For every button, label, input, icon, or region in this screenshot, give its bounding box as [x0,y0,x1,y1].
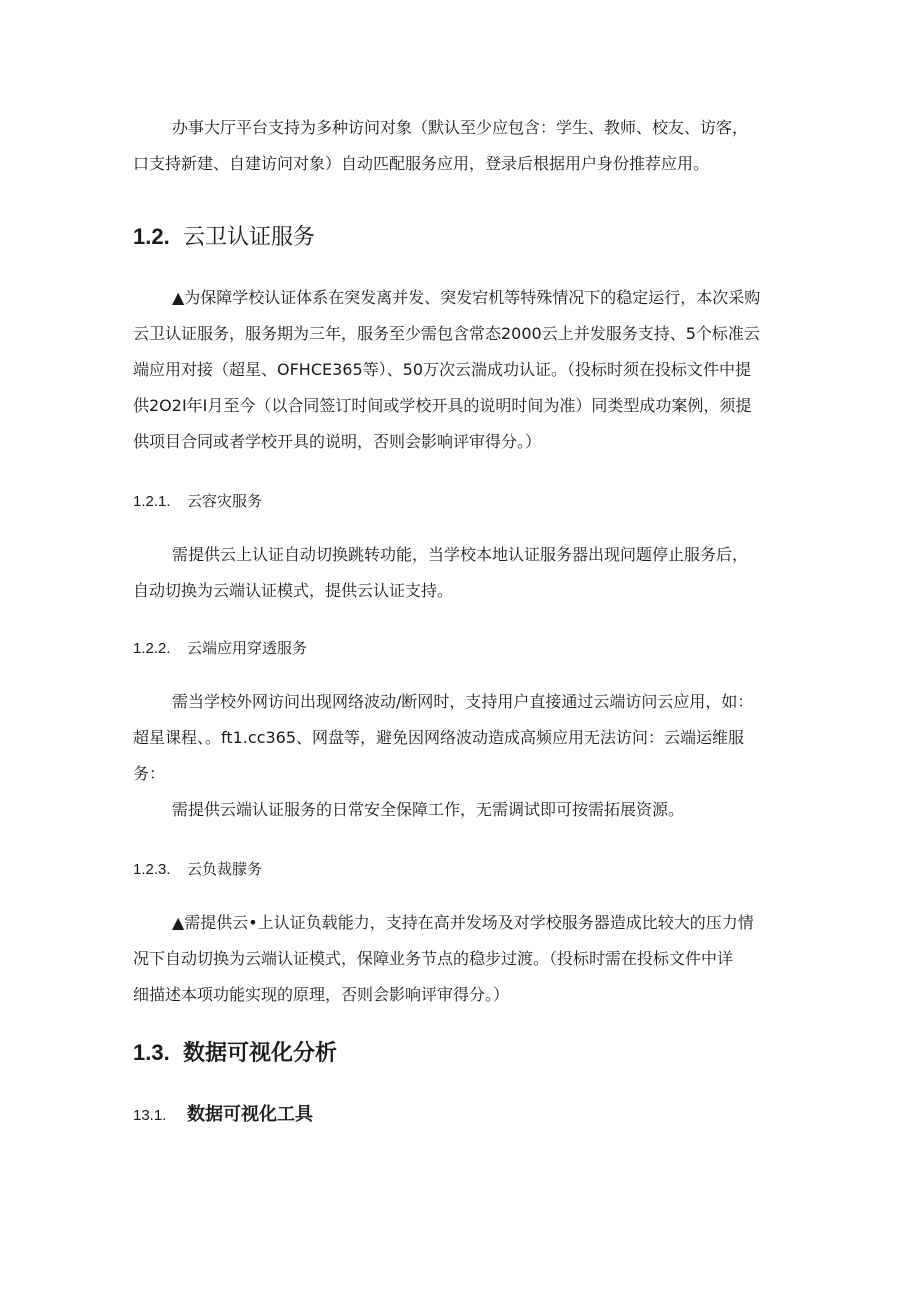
paragraph-line: ▲为保障学校认证体系在突发离并发、突发宕机等特殊情况下的稳定运行，本次采购 [172,288,761,307]
paragraph-line: 超星课程、。ft1.cc365、网盘等，避免因网络波动造成高频应用无法访问：云端运维服 [133,728,745,747]
section-title: 数据可视化分析 [183,1041,338,1066]
section-title: 云容灾服务 [187,492,263,510]
section-heading-1-2-2 [133,636,307,661]
intro-paragraph [133,110,793,182]
paragraph-line: 需提供云端认证服务的日常安全保障工作，无需调试即可按需拓展资源。 [172,800,685,819]
section-number: 13.1. [133,1107,167,1124]
paragraph-line: 需当学校外网访问出现网络波动/断网时，支持用户直接通过云端访问云应用，如： [172,692,754,711]
paragraph-line: 况下自动切换为云端认证模式，保障业务节点的稳步过渡。（投标时需在投标文件中详 [133,949,734,968]
paragraph-line: 办事大厅平台支持为多种访问对象（默认至少应包含：学生、教师、校友、访客， [172,118,749,137]
paragraph-line: 端应用对接（超星、OFHCE365等）、50万次云湍成功认证。（投标时须在投标文件中提 [133,360,752,379]
section-number: 1.2.1. [133,493,171,510]
paragraph-line: 口支持新建、自建访问对象）自动匹配服务应用，登录后根据用户身份推荐应用。 [133,154,710,173]
paragraph-line: 细描述本项功能实现的原理，否则会影响评审得分。） [133,985,510,1004]
section-title: 云卫认证服务 [183,225,316,250]
section-1-2-2-paragraph [133,684,793,828]
section-number: 1.3. [133,1040,170,1065]
section-heading-1-3 [133,1038,337,1069]
section-heading-1-2-3 [133,857,262,882]
section-1-2-1-paragraph [133,537,793,609]
paragraph-line: 需提供云上认证自动切换跳转功能，当学校本地认证服务器出现问题停止服务后， [172,545,749,564]
section-number: 1.2. [133,224,170,249]
section-number: 1.2.2. [133,640,171,657]
section-heading-1-3-1 [133,1103,313,1128]
section-number: 1.2.3. [133,861,171,878]
section-1-2-paragraph [133,280,793,460]
section-title: 云负裁朦务 [187,860,263,878]
paragraph-line: 供项目合同或者学校开具的说明，否则会影响评审得分。） [133,432,542,451]
paragraph-line: 云卫认证服务，服务期为三年，服务至少需包含常态2000云上并发服务支持、5个标准云 [133,324,760,343]
paragraph-line: 供2O2I年I月至今（以合同签订时间或学校开具的说明时间为准）同类型成功案例，须提 [133,396,752,415]
paragraph-line: 自动切换为云端认证模式，提供云认证支持。 [133,581,454,600]
section-heading-1-2 [133,222,315,253]
section-1-2-3-paragraph [133,905,793,1013]
section-title: 云端应用穿透服务 [187,639,308,657]
section-heading-1-2-1 [133,489,262,514]
paragraph-line: ▲需提供云•上认证负载能力，支持在高并发场及对学校服务器造成比较大的压力情 [172,913,754,932]
section-title: 数据可视化工具 [187,1104,313,1125]
paragraph-line: 务： [133,764,166,783]
